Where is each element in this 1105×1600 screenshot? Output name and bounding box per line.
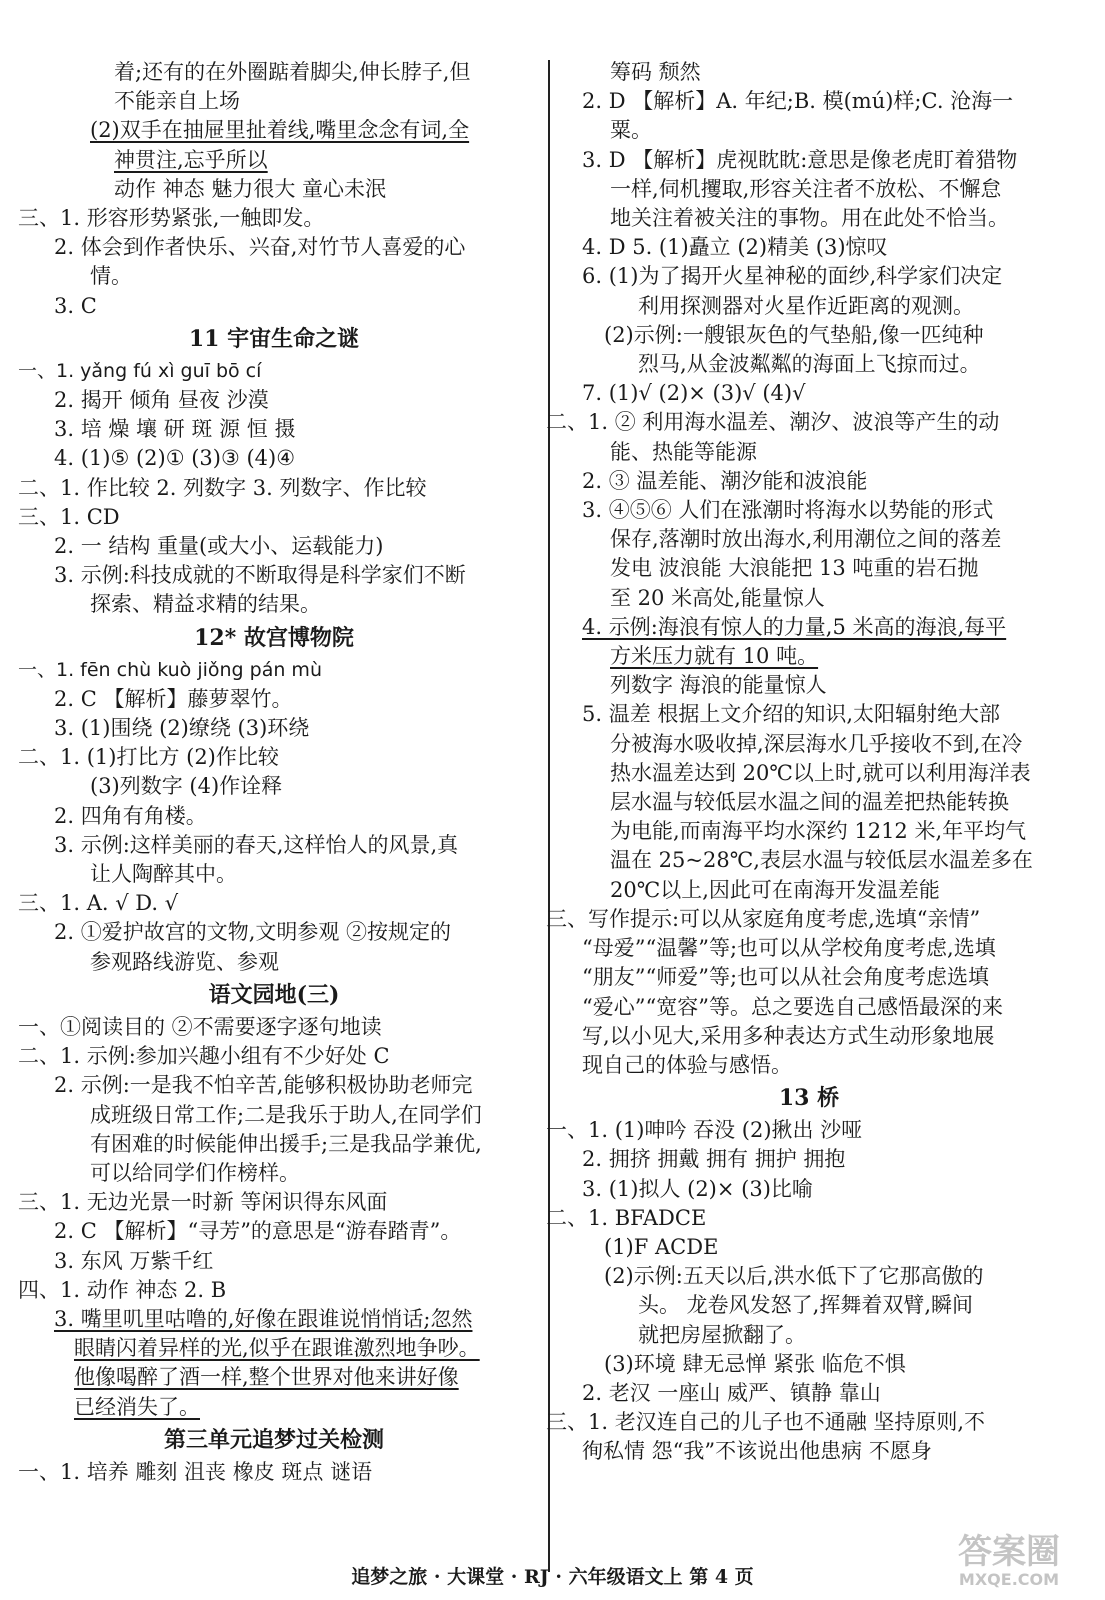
answer-line: 3. 东风 万紫千红 [54, 1248, 214, 1273]
answer-line: (2)双手在抽屉里扯着线,嘴里念念有词,全 [90, 118, 470, 143]
section-heading: 11 宇宙生命之谜 [188, 325, 360, 352]
answer-line: 写,以小见大,采用多种表达方式生动形象地展 [582, 1023, 995, 1048]
answer-line: 三、1. 无边光景一时新 等闲识得东风面 [18, 1190, 388, 1215]
answer-line: 2. 一 结构 重量(或大小、运载能力) [54, 534, 384, 559]
answer-line: 温在 25~28℃,表层水温与较低层水温差多在 [610, 848, 1033, 873]
answer-line: 2. 四角有角楼。 [54, 803, 207, 828]
answer-line: 利用探测器对火星作近距离的观测。 [638, 293, 974, 318]
answer-line: 着;还有的在外圈踮着脚尖,伸长脖子,但 [114, 60, 471, 84]
answer-line: 情。 [90, 264, 132, 289]
answer-line: 分被海水吸收掉,深层海水几乎接收不到,在冷 [610, 731, 1023, 756]
watermark-title: 答案圈 [958, 1532, 1060, 1572]
answer-line: 为电能,而南海平均水深约 1212 米,年平均气 [610, 819, 1027, 844]
answer-line: 三、1. 形容形势紧张,一触即发。 [18, 206, 325, 231]
answer-line: 现自己的体验与感悟。 [582, 1052, 792, 1077]
answer-line: 他像喝醉了酒一样,整个世界对他来讲好像 [74, 1365, 459, 1390]
answer-line: 2. 揭开 倾角 昼夜 沙漠 [54, 388, 269, 413]
answer-line: 7. (1)√ (2)× (3)√ (4)√ [582, 381, 806, 406]
answer-line: 保存,落潮时放出海水,利用潮位之间的落差 [610, 527, 1002, 552]
column-divider [548, 60, 550, 1572]
answer-line: 三、写作提示:可以从家庭角度考虑,选填“亲情” [546, 906, 981, 931]
answer-line: 层水温与较低层水温之间的温差把热能转换 [610, 790, 1009, 815]
answer-line: 2. D 【解析】A. 年纪;B. 模(mú)样;C. 沧海一 [582, 89, 1014, 114]
answer-line: 3. (1)围绕 (2)缭绕 (3)环绕 [54, 716, 310, 741]
answer-line: 3. (1)拟人 (2)× (3)比喻 [582, 1176, 813, 1201]
answer-line: 热水温差达到 20℃以上时,就可以利用海洋表 [610, 760, 1031, 785]
answer-line: 不能亲自上场 [114, 89, 240, 114]
answer-line: 4. D 5. (1)矗立 (2)精美 (3)惊叹 [582, 235, 888, 260]
page-footer: 追梦之旅 · 大课堂 · RJ · 六年级语文上 第 4 页 [351, 1566, 754, 1588]
answer-line: 二、1. ② 利用海水温差、潮汐、波浪等产生的动 [546, 410, 1000, 435]
answer-line: 3. 嘴里叽里咕噜的,好像在跟谁说悄悄话;忽然 [54, 1306, 473, 1331]
answer-line: 让人陶醉其中。 [90, 862, 237, 887]
answer-line: 三、1. A. √ D. √ [18, 891, 179, 916]
answer-line: (3)环境 肆无忌惮 紧张 临危不惧 [604, 1351, 906, 1376]
answer-line: “朋友”“师爱”等;也可以从社会角度考虑选填 [582, 965, 990, 990]
answer-line: (2)示例:一艘银灰色的气垫船,像一匹纯种 [604, 322, 984, 347]
answer-line: 2. 拥挤 拥戴 拥有 拥护 拥抱 [582, 1147, 846, 1172]
answer-line: 一样,伺机攫取,形容关注者不放松、不懈怠 [610, 176, 1002, 201]
answer-line: 6. (1)为了揭开火星神秘的面纱,科学家们决定 [582, 264, 1003, 289]
section-heading: 13 桥 [778, 1085, 840, 1112]
answer-line: 一、①阅读目的 ②不需要逐字逐句地读 [18, 1014, 382, 1039]
answer-line: 3. D 【解析】虎视眈眈:意思是像老虎盯着猎物 [582, 147, 1018, 172]
answer-line: 3. 培 燥 壤 研 斑 源 恒 摄 [54, 417, 296, 442]
answer-line: 一、1. yǎng fú xì guī bō cí [18, 359, 262, 382]
answer-line: 二、1. 作比较 2. 列数字 3. 列数字、作比较 [18, 475, 427, 500]
answer-line: 地关注着被关注的事物。用在此处不恰当。 [610, 206, 1009, 231]
answer-line: 二、1. BFADCE [546, 1205, 707, 1230]
answer-line: 二、1. (1)打比方 (2)作比较 [18, 745, 279, 770]
answer-line: 头。 龙卷风发怒了,挥舞着双臂,瞬间 [638, 1293, 974, 1318]
answer-line: 探索、精益求精的结果。 [90, 592, 321, 617]
left-column [14, 58, 534, 1487]
answer-line: 2. ③ 温差能、潮汐能和波浪能 [582, 468, 868, 493]
section-heading: 语文园地(三) [208, 981, 340, 1008]
right-column [546, 58, 1044, 1467]
answer-line: 一、1. (1)呻吟 吞没 (2)揪出 沙哑 [546, 1118, 863, 1143]
answer-line: (1)F ACDE [604, 1234, 719, 1259]
answer-line: 20℃以上,因此可在南海开发温差能 [610, 877, 940, 902]
answer-line: 2. C 【解析】“寻芳”的意思是“游春踏青”。 [54, 1219, 462, 1244]
answer-line: 就把房屋掀翻了。 [638, 1322, 806, 1347]
answer-line: 2. 体会到作者快乐、兴奋,对竹节人喜爱的心 [54, 235, 466, 260]
answer-line: 眼睛闪着异样的光,似乎在跟谁激烈地争吵。 [74, 1336, 480, 1361]
answer-line: 一、1. fēn chù kuò jiǒng pán mù [18, 658, 322, 681]
answer-line: 2. C 【解析】藤萝翠竹。 [54, 686, 293, 711]
answer-line: 3. ④⑤⑥ 人们在涨潮时将海水以势能的形式 [582, 498, 994, 523]
watermark-logo [934, 1534, 1084, 1589]
answer-line: 至 20 米高处,能量惊人 [610, 585, 825, 610]
watermark-url: MXQE.COM [958, 1570, 1060, 1589]
answer-line: 有困难的时候能伸出援手;三是我品学兼优, [90, 1131, 482, 1156]
answer-line: 神贯注,忘乎所以 [114, 147, 268, 172]
answer-line: 已经消失了。 [74, 1394, 200, 1419]
answer-line: 方米压力就有 10 吨。 [610, 644, 819, 669]
answer-line: 筹码 颓然 [610, 60, 701, 84]
answer-line: 可以给同学们作榜样。 [90, 1160, 300, 1185]
answer-line: 二、1. 示例:参加兴趣小组有不少好处 C [18, 1044, 390, 1069]
section-heading: 第三单元追梦过关检测 [163, 1426, 384, 1453]
answer-line: 徇私情 怨“我”不该说出他患病 不愿身 [582, 1439, 932, 1464]
answer-line: 三、1. 老汉连自己的儿子也不通融 坚持原则,不 [546, 1410, 986, 1435]
answer-line: (3)列数字 (4)作诠释 [90, 774, 283, 799]
answer-line: 3. C [54, 293, 97, 318]
answer-line: 参观路线游览、参观 [90, 949, 279, 974]
answer-line: 四、1. 动作 神态 2. B [18, 1277, 227, 1302]
answer-line: “母爱”“温馨”等;也可以从学校角度考虑,选填 [582, 936, 996, 961]
answer-line: 3. 示例:这样美丽的春天,这样怡人的风景,真 [54, 832, 459, 857]
answer-line: 发电 波浪能 大浪能把 13 吨重的岩石抛 [610, 556, 979, 581]
answer-line: 动作 神态 魅力很大 童心未泯 [114, 176, 387, 201]
answer-line: “爱心”“宽容”等。总之要选自己感悟最深的来 [582, 994, 1003, 1019]
answer-line: 一、1. 培养 雕刻 沮丧 橡皮 斑点 谜语 [18, 1459, 373, 1484]
answer-line: 列数字 海浪的能量惊人 [610, 673, 827, 698]
answer-line: 烈马,从金波粼粼的海面上飞掠而过。 [638, 352, 981, 377]
answer-line: 3. 示例:科技成就的不断取得是科学家们不断 [54, 563, 466, 588]
answer-line: 5. 温差 根据上文介绍的知识,太阳辐射绝大部 [582, 702, 1001, 727]
answer-line: 粟。 [610, 118, 652, 143]
answer-line: 2. ①爱护故宫的文物,文明参观 ②按规定的 [54, 920, 452, 945]
answer-line: 2. 老汉 一座山 威严、镇静 靠山 [582, 1380, 881, 1405]
answer-line: 4. (1)⑤ (2)① (3)③ (4)④ [54, 446, 296, 471]
answer-line: 能、热能等能源 [610, 439, 757, 464]
answer-line: 2. 示例:一是我不怕辛苦,能够积极协助老师完 [54, 1073, 473, 1098]
section-heading: 12* 故宫博物院 [194, 624, 354, 651]
answer-line: 三、1. CD [18, 504, 120, 529]
answer-line: 成班级日常工作;二是我乐于助人,在同学们 [90, 1102, 482, 1127]
answer-line: 4. 示例:海浪有惊人的力量,5 米高的海浪,每平 [582, 614, 1007, 639]
answer-line: (2)示例:五天以后,洪水低下了它那高傲的 [604, 1264, 984, 1289]
